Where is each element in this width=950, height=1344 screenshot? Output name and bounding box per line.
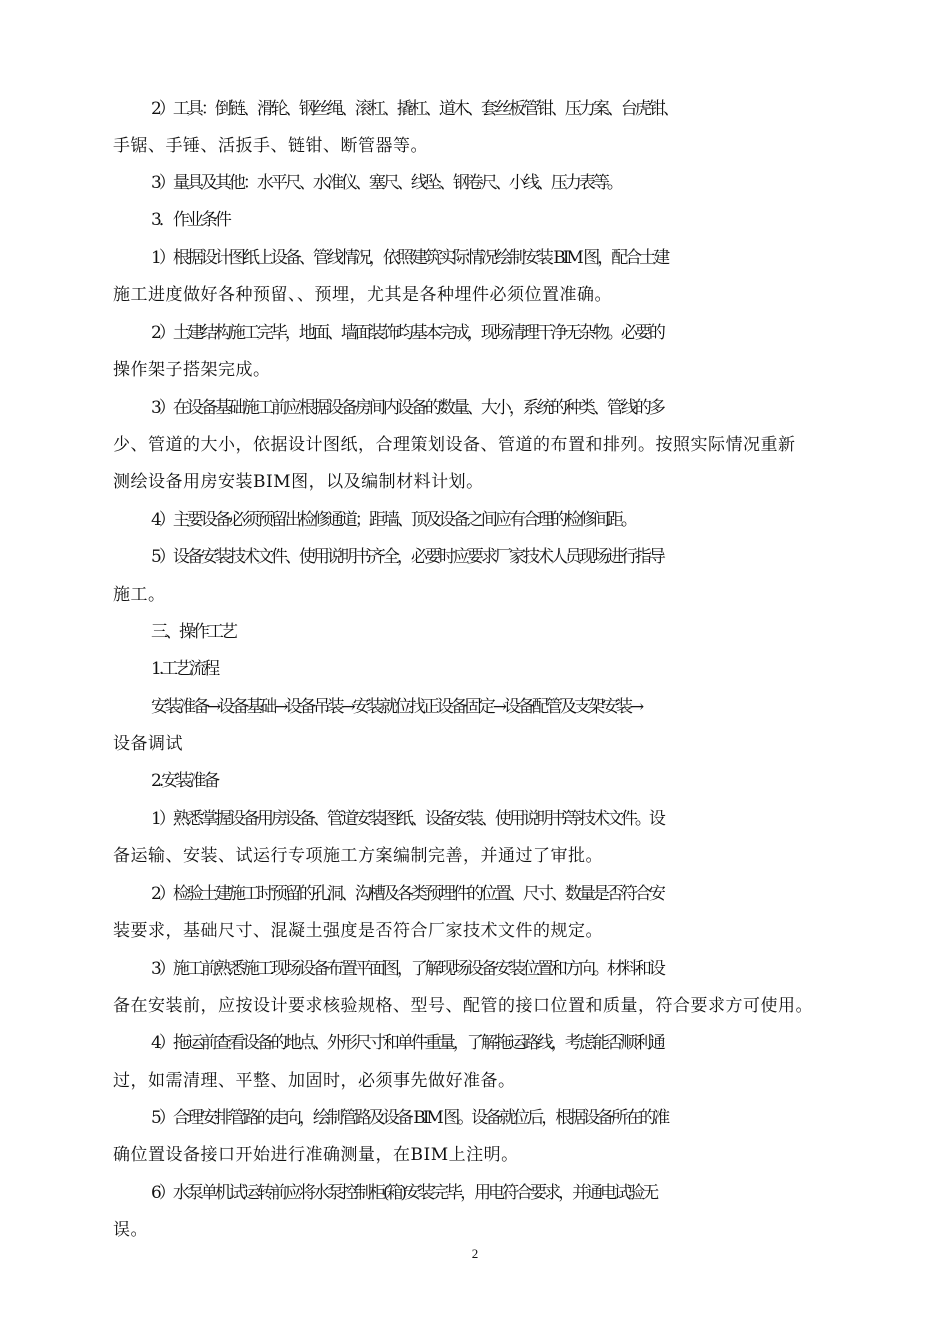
text-line: 5）设备安装技术文件、使用说明书齐全，必要时应要求厂家技术人员现场进行指导 xyxy=(151,547,663,567)
text-line: 3）量具及其他：水平尺、水准仪、塞尺、线坠、钢卷尺、小线、压力表等。 xyxy=(151,173,621,193)
section-heading: 1.工艺流程 xyxy=(151,659,218,679)
section-heading: 3．作业条件 xyxy=(151,210,229,230)
text-line: 2）土建结构施工完毕，地面、墙面装饰均基本完成，现场清理干净无杂物。必要的 xyxy=(151,323,663,343)
text-line: 4）主要设备必须预留出检修通道；距墙、顶及设备之间应有合理的检修间距。 xyxy=(151,510,635,530)
text-line: 施工进度做好各种预留、、预埋，尤其是各种埋件必须位置准确。 xyxy=(113,285,612,305)
text-line: 操作架子搭架完成。 xyxy=(113,360,271,380)
section-heading: 三、操作工艺 xyxy=(151,622,235,642)
text-line: 备运输、安装、试运行专项施工方案编制完善，并通过了审批。 xyxy=(113,846,603,866)
text-line: 手锯、手锤、活扳手、链钳、断管器等。 xyxy=(113,136,428,156)
text-line: 2）工具：倒链、滑轮、钢丝绳、滚杠、撬杠、道木、套丝板管钳、压力案、台虎钳、 xyxy=(151,99,677,119)
text-line: 施工。 xyxy=(113,585,166,605)
section-heading: 2.安装准备 xyxy=(151,771,218,791)
text-line: 少、管道的大小，依据设计图纸，合理策划设备、管道的布置和排列。按照实际情况重新 xyxy=(113,435,796,455)
text-line: 3）施工前熟悉施工现场设备布置平面图，了解现场设备安装位置和方向。材料和设 xyxy=(151,959,663,979)
text-line: 5）合理安排管路的走向，绘制管路及设备 BIM 图。设备就位后，根据设备所在的准 xyxy=(151,1108,668,1128)
text-line: 设备调试 xyxy=(113,734,183,754)
text-line: 测绘设备用房安装BIM图，以及编制材料计划。 xyxy=(113,472,484,492)
text-line: 过，如需清理、平整、加固时，必须事先做好准备。 xyxy=(113,1071,516,1091)
text-line: 2）检验土建施工时预留的孔洞、沟槽及各类预埋件的位置、尺寸、数量是否符合安 xyxy=(151,884,663,904)
text-line: 装要求，基础尺寸、混凝土强度是否符合厂家技术文件的规定。 xyxy=(113,921,603,941)
text-line: 3）在设备基础施工前应根据设备房间内设备的数量、大小，系统的种类、管线的多 xyxy=(151,398,663,418)
text-line: 6）水泵单机试运转前应将水泵控制柜(箱)安装完毕，用电符合要求，并通电试验无 xyxy=(151,1183,657,1203)
text-line: 备在安装前，应按设计要求核验规格、型号、配管的接口位置和质量，符合要求方可使用。 xyxy=(113,996,813,1016)
text-line: 确位置设备接口开始进行准确测量，在BIM上注明。 xyxy=(113,1145,519,1165)
text-line: 安装准备→设备基础→设备吊装→安装就位找正设备固定→设备配管及支架安装→ xyxy=(151,697,642,717)
text-line: 4）拖运前查看设备的地点、外形尺寸和单件重量，了解拖运路线，考虑能否顺利通 xyxy=(151,1033,663,1053)
page-number: 2 xyxy=(471,1246,479,1261)
text-line: 误。 xyxy=(113,1220,148,1240)
text-line: 1）根据设计图纸上设备、管线情况，依照建筑实际情况绘制安装 BIM 图，配合土建 xyxy=(151,248,668,268)
text-line: 1）熟悉掌握设备用房设备、管道安装图纸、设备安装、使用说明书等技术文件。设 xyxy=(151,809,663,829)
